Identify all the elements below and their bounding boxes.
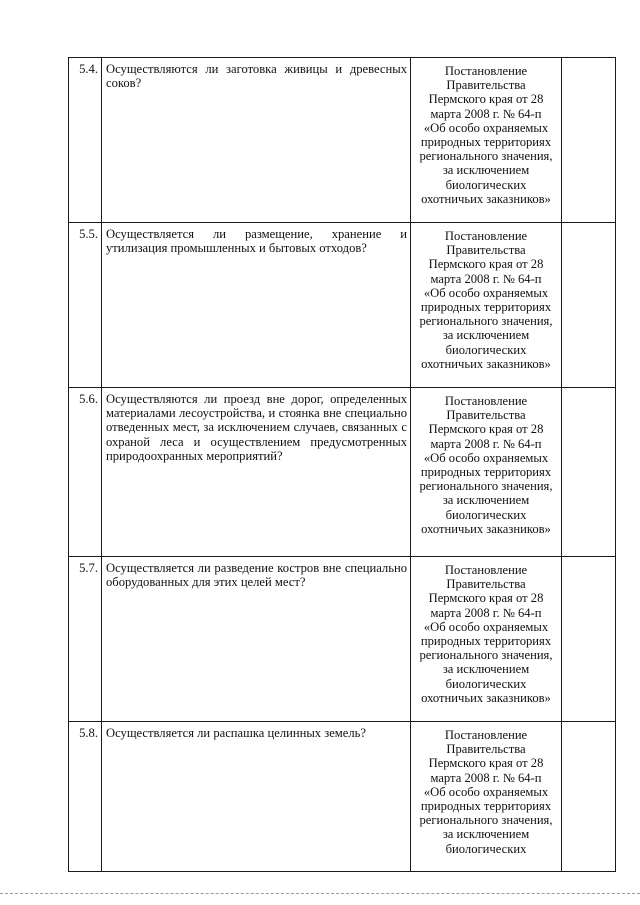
question-text-content: Осуществляются ли заготовка живицы и древесных соков?	[106, 62, 407, 91]
reference-line: регионального значения,	[419, 813, 553, 828]
reference-line: «Об особо охраняемых	[423, 784, 549, 799]
item-number: 5.5.	[69, 223, 102, 388]
checklist-table	[68, 57, 616, 872]
reference-line: марта 2008 г. № 64-п	[430, 436, 542, 451]
reference-line: Правительства	[446, 577, 526, 592]
reference-line: за исключением	[442, 827, 530, 842]
table-row	[69, 223, 616, 388]
legal-reference	[411, 722, 562, 872]
reference-line: Постановление	[444, 64, 528, 78]
reference-line: охотничьих заказников»	[421, 521, 551, 536]
reference-line: регионального значения,	[419, 479, 553, 494]
reference-line: биологических	[445, 342, 527, 357]
reference-line: регионального значения,	[419, 314, 553, 329]
question-text	[102, 722, 411, 872]
legal-reference	[411, 557, 562, 722]
reference-line: природных территориях	[420, 799, 552, 814]
answer-cell	[562, 223, 616, 388]
question-text	[102, 223, 411, 388]
reference-line: марта 2008 г. № 64-п	[430, 106, 542, 121]
reference-line: Постановление	[444, 229, 528, 243]
question-text-content: Осуществляется ли распашка целинных земель?	[106, 726, 366, 740]
answer-cell	[562, 58, 616, 223]
reference-line: Правительства	[446, 742, 526, 757]
reference-line: Постановление	[444, 728, 528, 742]
reference-line: природных территориях	[420, 135, 552, 150]
reference-line: биологических	[445, 676, 527, 691]
answer-cell	[562, 388, 616, 557]
question-text	[102, 58, 411, 223]
legal-reference	[411, 223, 562, 388]
legal-reference	[411, 58, 562, 223]
reference-line: охотничьих заказников»	[421, 191, 551, 206]
reference-line: Пермского края от 28	[428, 591, 544, 606]
reference-line: за исключением	[442, 163, 530, 178]
reference-line: Правительства	[446, 243, 526, 258]
reference-line: «Об особо охраняемых	[423, 619, 549, 634]
reference-line: Пермского края от 28	[428, 92, 544, 107]
reference-line: природных территориях	[420, 300, 552, 315]
reference-line: за исключением	[442, 662, 530, 677]
reference-line: биологических	[445, 177, 527, 192]
item-number: 5.6.	[69, 388, 102, 557]
table-row	[69, 58, 616, 223]
table-row	[69, 388, 616, 557]
reference-line: «Об особо охраняемых	[423, 120, 549, 135]
reference-line: Постановление	[444, 563, 528, 577]
item-number: 5.8.	[69, 722, 102, 872]
reference-line: Пермского края от 28	[428, 422, 544, 437]
item-number: 5.7.	[69, 557, 102, 722]
answer-cell	[562, 557, 616, 722]
question-text-content: Осуществляются ли проезд вне дорог, определенных материалами лесоустройства, и стоянка вне специально отведенных мест, за исключением случаев, связанных с охраной леса и осуществлением предусмотренных природоохранных мероприятий?	[106, 392, 407, 463]
question-text	[102, 557, 411, 722]
reference-line: «Об особо охраняемых	[423, 450, 549, 465]
reference-line: Постановление	[444, 394, 528, 408]
item-number: 5.4.	[69, 58, 102, 223]
reference-line: Пермского края от 28	[428, 756, 544, 771]
question-text-content: Осуществляется ли разведение костров вне специально оборудованных для этих целей мест?	[106, 561, 407, 590]
reference-line: за исключением	[442, 493, 530, 508]
reference-line: биологических	[445, 841, 527, 856]
reference-line: охотничьих заказников»	[421, 356, 551, 371]
reference-line: природных территориях	[420, 634, 552, 649]
reference-line: марта 2008 г. № 64-п	[430, 770, 542, 785]
reference-line: природных территориях	[420, 465, 552, 480]
reference-line: Пермского края от 28	[428, 257, 544, 272]
legal-reference	[411, 388, 562, 557]
question-text	[102, 388, 411, 557]
reference-line: биологических	[445, 507, 527, 522]
reference-line: за исключением	[442, 328, 530, 343]
reference-line: марта 2008 г. № 64-п	[430, 271, 542, 286]
reference-line: охотничьих заказников»	[421, 690, 551, 705]
reference-line: марта 2008 г. № 64-п	[430, 605, 542, 620]
question-text-content: Осуществляется ли размещение, хранение и утилизация промышленных и бытовых отходов?	[106, 227, 407, 256]
page-bottom-edge	[0, 893, 640, 894]
reference-line: регионального значения,	[419, 149, 553, 164]
reference-line: Правительства	[446, 78, 526, 93]
reference-line: Правительства	[446, 408, 526, 423]
table-row	[69, 557, 616, 722]
answer-cell	[562, 722, 616, 872]
reference-line: регионального значения,	[419, 648, 553, 663]
table-row	[69, 722, 616, 872]
reference-line: «Об особо охраняемых	[423, 285, 549, 300]
